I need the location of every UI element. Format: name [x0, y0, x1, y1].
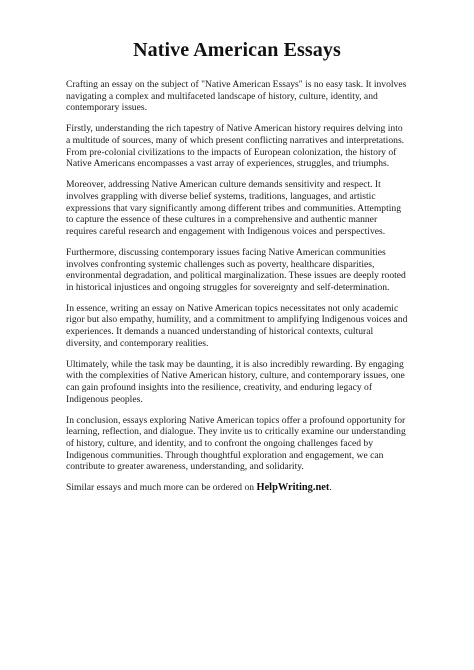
paragraph-contemporary-issues: Furthermore, discussing contemporary issues facing Native American communities involves confronting systemic challenges such as poverty, healthcare disparities, environmental degradation, and political marginalization. These issues are deeply rooted in historical injustices and ongoing struggles for sovereignty and self-determination.: [66, 246, 406, 293]
page-title: Native American Essays: [133, 39, 341, 61]
closing-line: [66, 482, 408, 494]
closing-period: .: [329, 482, 332, 494]
paragraph-history: Firstly, understanding the rich tapestry of Native American history requires delving into a multitude of sources, many of which present conflicting narratives and interpretations. From pre-colonial civilizations to the impacts of European colonization, the history of Native Americans encompasses a vast array of experiences, struggles, and triumphs.: [66, 123, 405, 170]
paragraph-intro: Crafting an essay on the subject of "Native American Essays" is no easy task. It involves navigating a complex and multifaceted landscape of history, culture, identity, and contemporary issues.: [66, 79, 407, 114]
helpwriting-link[interactable]: HelpWriting.net: [256, 482, 330, 494]
closing-text: Similar essays and much more can be ordered on: [66, 482, 257, 494]
paragraph-conclusion: In conclusion, essays exploring Native American topics offer a profound opportunity for learning, reflection, and dialogue. They invite us to critically examine our understanding of history, culture, and identity, and to confront the ongoing challenges faced by Indigenous communities. Through thoughtful exploration and engagement, we can contribute to greater awareness, understanding, and solidarity.: [66, 414, 406, 473]
paragraph-culture: Moreover, addressing Native American culture demands sensitivity and respect. It involves grappling with diverse belief systems, traditions, languages, and artistic expressions that vary significantly among different tribes and communities. Attempting to capture the essence of these cultures in a comprehensive and authentic manner requires careful research and engagement with Indigenous voices and perspectives.: [66, 179, 402, 237]
paragraph-essence: In essence, writing an essay on Native American topics necessitates not only academic rigor but also empathy, humility, and a commitment to amplifying Indigenous voices and experiences. It demands a nuanced understanding of historical contexts, cultural diversity, and contemporary realities.: [66, 302, 408, 349]
paragraph-ultimately: Ultimately, while the task may be daunting, it is also incredibly rewarding. By engaging with the complexities of Native American history, culture, and contemporary issues, one can gain profound insights into the resilience, creativity, and enduring legacy of Indigenous peoples.: [66, 358, 405, 405]
essay-body: [66, 79, 408, 494]
